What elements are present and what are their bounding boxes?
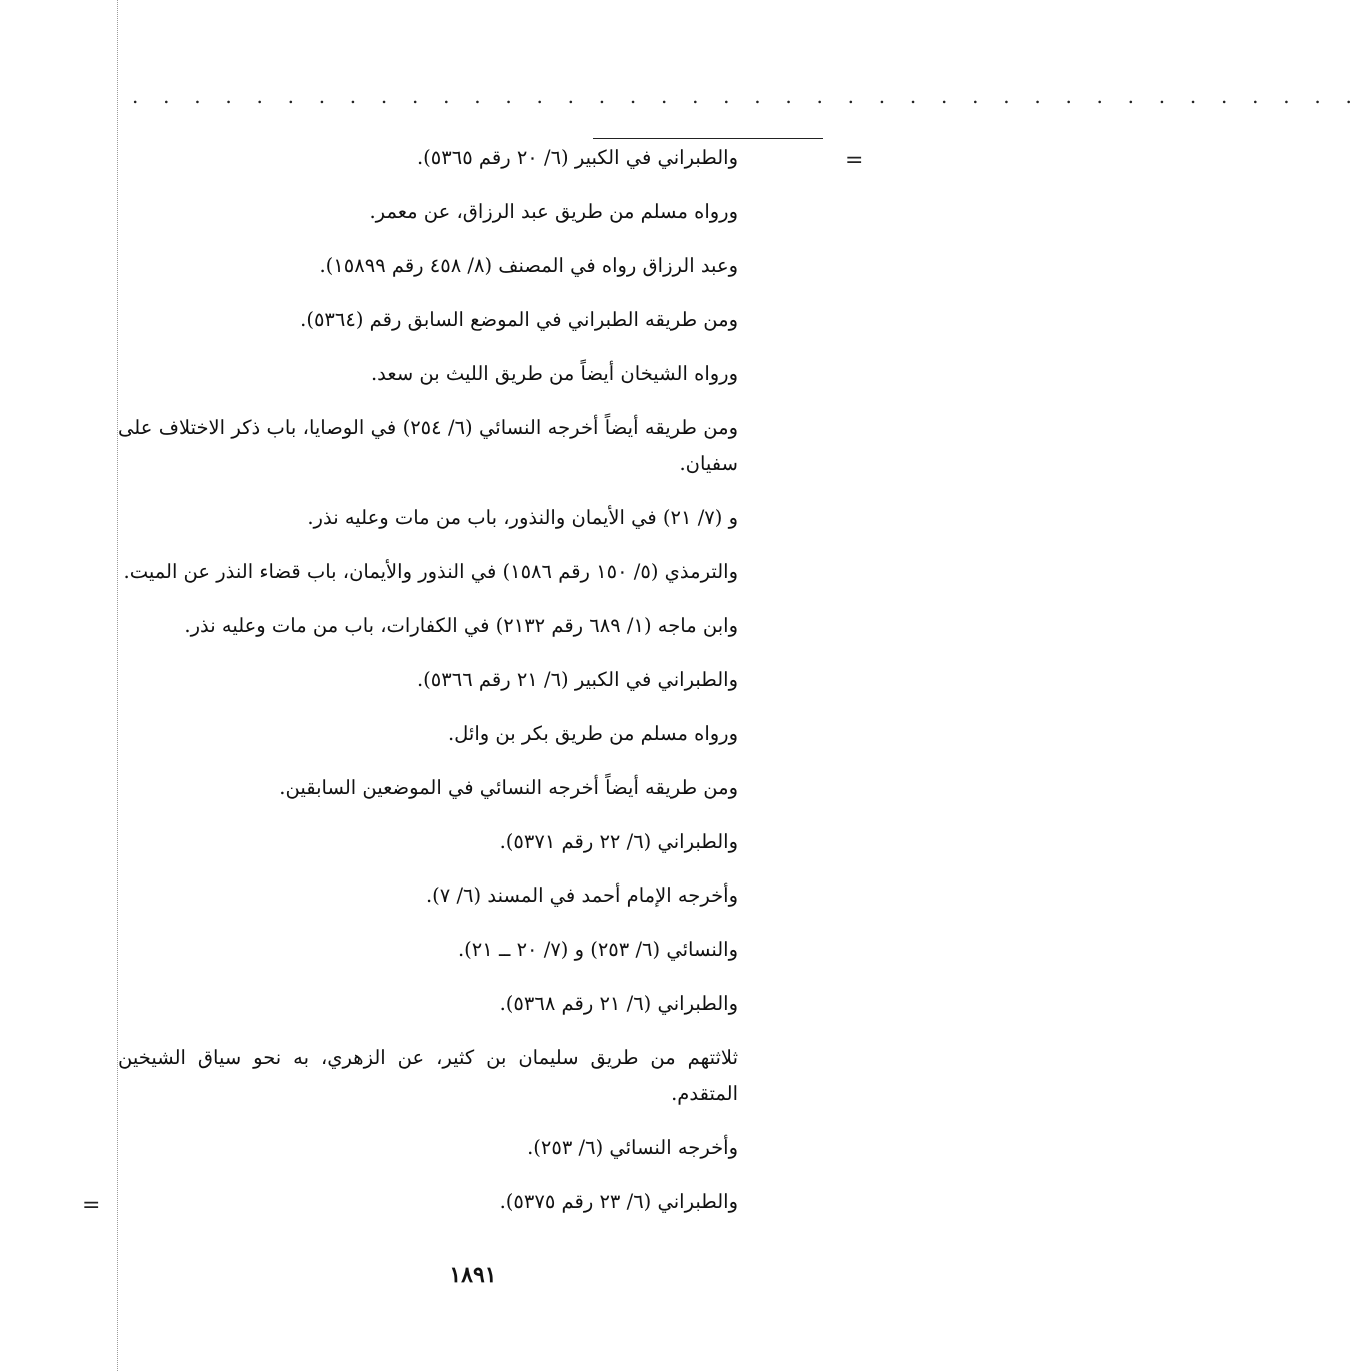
- paragraph-4: ومن طريقه الطبراني في الموضع السابق رقم (٥٣٦٤).: [300, 308, 738, 331]
- paragraph-16: والطبراني (٦/ ٢١ رقم ٥٣٦٨).: [499, 992, 738, 1015]
- page-number: ١٨٩١: [449, 1262, 497, 1288]
- paragraph-8: والترمذي (٥/ ١٥٠ رقم ١٥٨٦) في النذور والأيمان، باب قضاء النذر عن الميت.: [123, 560, 738, 583]
- paragraph-14: وأخرجه الإمام أحمد في المسند (٦/ ٧).: [425, 884, 738, 907]
- paragraph-18: وأخرجه النسائي (٦/ ٢٥٣).: [527, 1136, 738, 1159]
- paragraph-11: ورواه مسلم من طريق بكر بن وائل.: [447, 722, 738, 745]
- paragraph-12: ومن طريقه أيضاً أخرجه النسائي في الموضعين السابقين.: [279, 776, 738, 799]
- paragraph-13: والطبراني (٦/ ٢٢ رقم ٥٣٧١).: [499, 830, 738, 853]
- paragraph-19: والطبراني (٦/ ٢٣ رقم ٥٣٧٥).: [499, 1190, 738, 1213]
- paragraph-5: ورواه الشيخان أيضاً من طريق الليث بن سعد.: [370, 362, 738, 385]
- continuation-mark-top: =: [845, 148, 864, 173]
- paragraph-15: والنسائي (٦/ ٢٥٣) و (٧/ ٢٠ ــ ٢١).: [457, 938, 738, 961]
- footnote-separator: . . . . . . . . . . . . . . . . . . . . . . . . . . . . . . . . . . . . . . . .: [132, 84, 1361, 108]
- continuation-mark-bottom: =: [82, 1193, 101, 1218]
- paragraph-17: ثلاثتهم من طريق سليمان بن كثير، عن الزهري، به نحو سياق الشيخين المتقدم.: [118, 1046, 738, 1105]
- footnote-body: [118, 140, 738, 1238]
- paragraph-1: والطبراني في الكبير (٦/ ٢٠ رقم ٥٣٦٥).: [416, 146, 738, 169]
- paragraph-9: وابن ماجه (١/ ٦٨٩ رقم ٢١٣٢) في الكفارات، باب من مات وعليه نذر.: [184, 614, 738, 637]
- top-rule: [593, 138, 823, 139]
- paragraph-6: ومن طريقه أيضاً أخرجه النسائي (٦/ ٢٥٤) في الوصايا، باب ذكر الاختلاف على سفيان.: [118, 416, 738, 475]
- paragraph-3: وعبد الرزاق رواه في المصنف (٨/ ٤٥٨ رقم ١٥٨٩٩).: [319, 254, 738, 277]
- paragraph-10: والطبراني في الكبير (٦/ ٢١ رقم ٥٣٦٦).: [416, 668, 738, 691]
- paragraph-7: و (٧/ ٢١) في الأيمان والنذور، باب من مات وعليه نذر.: [307, 506, 738, 529]
- paragraph-2: ورواه مسلم من طريق عبد الرزاق، عن معمر.: [369, 200, 738, 223]
